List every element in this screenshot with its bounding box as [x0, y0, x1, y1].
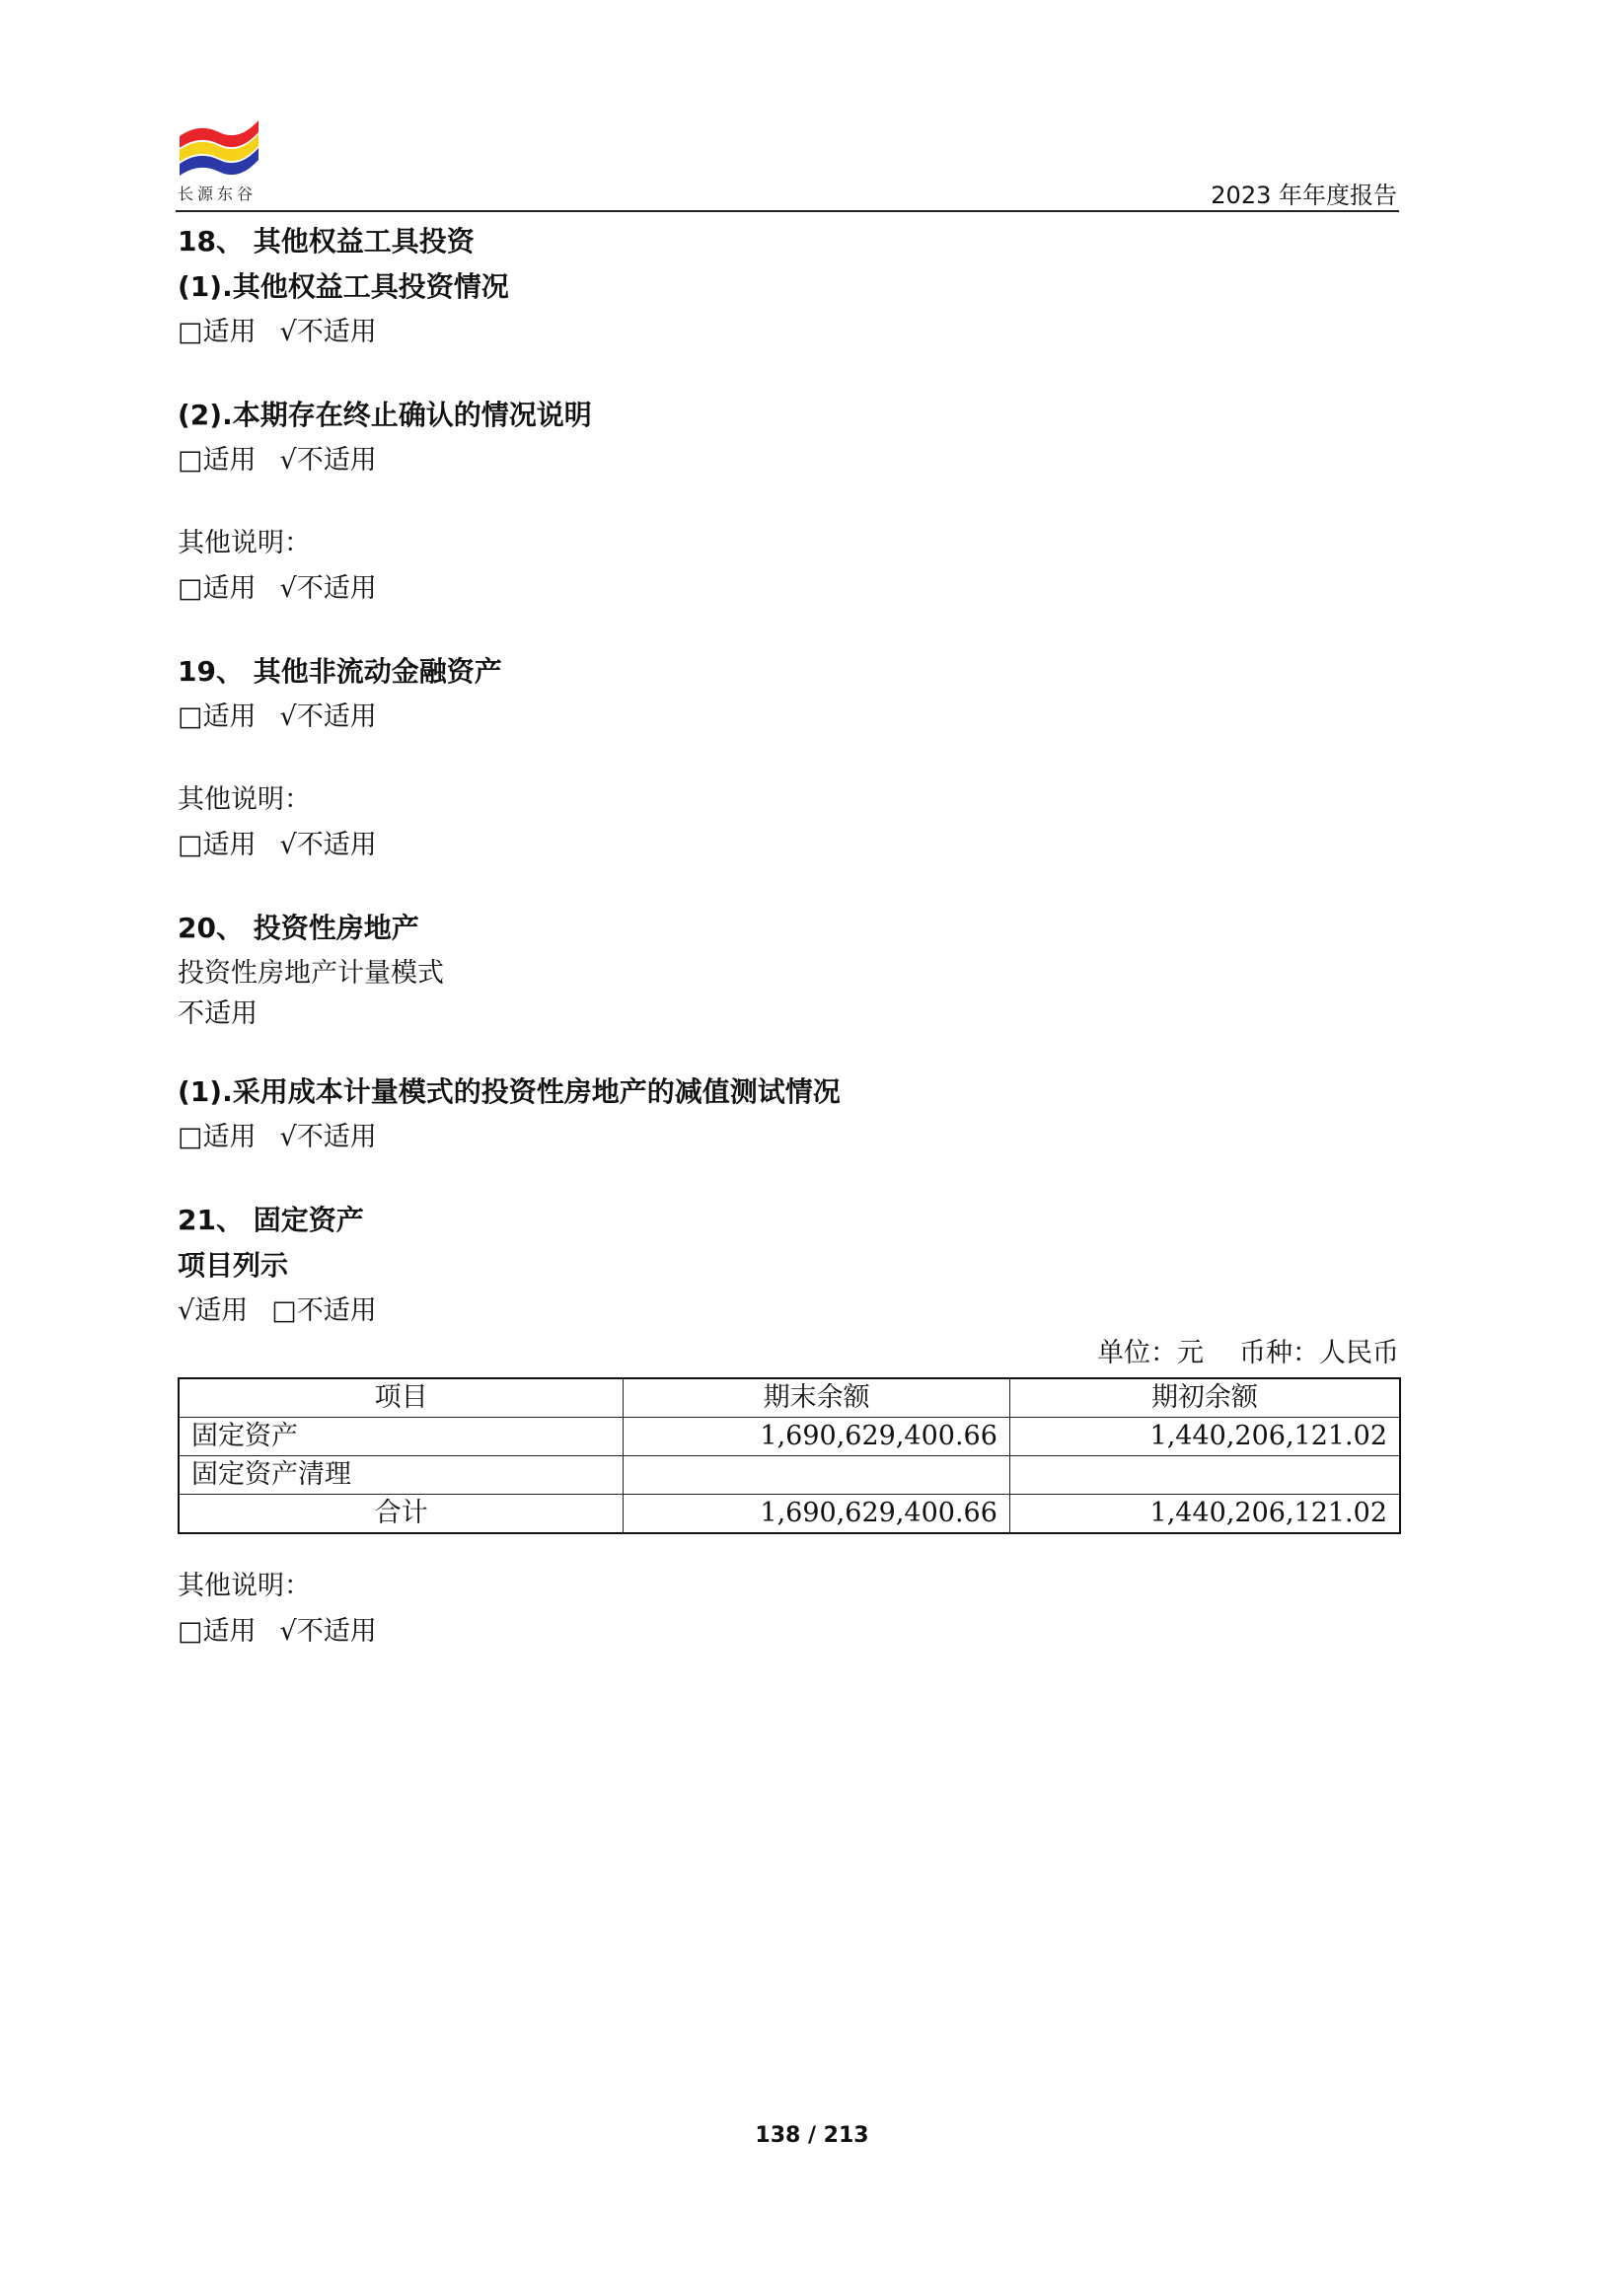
not-applicable-checked: √不适用 — [279, 1122, 377, 1152]
unit-currency-line — [178, 1334, 1401, 1373]
row-begin-balance: 1,440,206,121.02 — [1009, 1495, 1400, 1534]
section-21-subtitle: 项目列示 — [178, 1249, 289, 1282]
table-row — [179, 1456, 1400, 1495]
row-end-balance: 1,690,629,400.66 — [624, 1495, 1010, 1534]
applicable-checkbox: □适用 — [178, 317, 257, 347]
option-line-18-2 — [178, 438, 1401, 483]
table-total-row — [179, 1495, 1400, 1534]
section-18-title: 18、 其他权益工具投资 — [178, 225, 475, 258]
currency-label: 币种：人民币 — [1239, 1338, 1399, 1368]
option-line-18-other — [178, 566, 1401, 612]
row-item: 固定资产清理 — [179, 1456, 624, 1495]
table-row — [179, 1418, 1400, 1456]
not-applicable-checked: √不适用 — [279, 317, 377, 347]
option-line-20-1 — [178, 1115, 1401, 1160]
section-19-title: 19、 其他非流动金融资产 — [178, 655, 502, 688]
option-line-19-other — [178, 823, 1401, 868]
header-end-balance: 期末余额 — [624, 1378, 1010, 1418]
page-number: 138 / 213 — [755, 2123, 869, 2148]
header-item: 项目 — [179, 1378, 624, 1418]
fixed-assets-table — [178, 1377, 1401, 1534]
measurement-mode-value: 不适用 — [178, 998, 258, 1029]
applicable-checkbox: □适用 — [178, 830, 257, 860]
section-20-1-title: (1).采用成本计量模式的投资性房地产的减值测试情况 — [178, 1075, 841, 1108]
row-item: 合计 — [179, 1495, 624, 1534]
report-title: 2023 年年度报告 — [1211, 182, 1397, 209]
not-applicable-checked: √不适用 — [279, 1616, 377, 1647]
row-begin-balance — [1009, 1456, 1400, 1495]
section-20-title: 20、 投资性房地产 — [178, 912, 419, 944]
applicable-checkbox: □适用 — [178, 701, 257, 732]
other-note-label: 其他说明： — [178, 1571, 311, 1601]
row-end-balance — [624, 1456, 1010, 1495]
applicable-checkbox: □适用 — [178, 1616, 257, 1647]
not-applicable-checked: √不适用 — [279, 445, 377, 476]
other-note-label: 其他说明： — [178, 784, 311, 815]
applicable-checkbox: □适用 — [178, 573, 257, 604]
option-line-21 — [178, 1289, 1401, 1334]
not-applicable-checked: √不适用 — [279, 830, 377, 860]
section-18-2-title: (2).本期存在终止确认的情况说明 — [178, 399, 592, 431]
applicable-checked: √适用 — [178, 1295, 249, 1326]
header-divider — [176, 210, 1399, 212]
option-line-21-other — [178, 1609, 1401, 1655]
row-item: 固定资产 — [179, 1418, 624, 1456]
section-21-title: 21、 固定资产 — [178, 1204, 364, 1236]
unit-label: 单位：元 — [1097, 1338, 1204, 1368]
option-line-18-1 — [178, 310, 1401, 355]
option-line-19 — [178, 695, 1401, 740]
main-content — [178, 219, 1401, 1655]
logo-text: 长源东谷 — [178, 184, 258, 203]
row-begin-balance: 1,440,206,121.02 — [1009, 1418, 1400, 1456]
measurement-mode-label: 投资性房地产计量模式 — [178, 958, 444, 989]
row-end-balance: 1,690,629,400.66 — [624, 1418, 1010, 1456]
section-18-1-title: (1).其他权益工具投资情况 — [178, 270, 509, 303]
not-applicable-checkbox: □不适用 — [271, 1295, 377, 1326]
applicable-checkbox: □适用 — [178, 445, 257, 476]
not-applicable-checked: √不适用 — [279, 573, 377, 604]
header-begin-balance: 期初余额 — [1009, 1378, 1400, 1418]
applicable-checkbox: □适用 — [178, 1122, 257, 1152]
other-note-label: 其他说明： — [178, 528, 311, 558]
table-header-row — [179, 1378, 1400, 1418]
not-applicable-checked: √不适用 — [279, 701, 377, 732]
